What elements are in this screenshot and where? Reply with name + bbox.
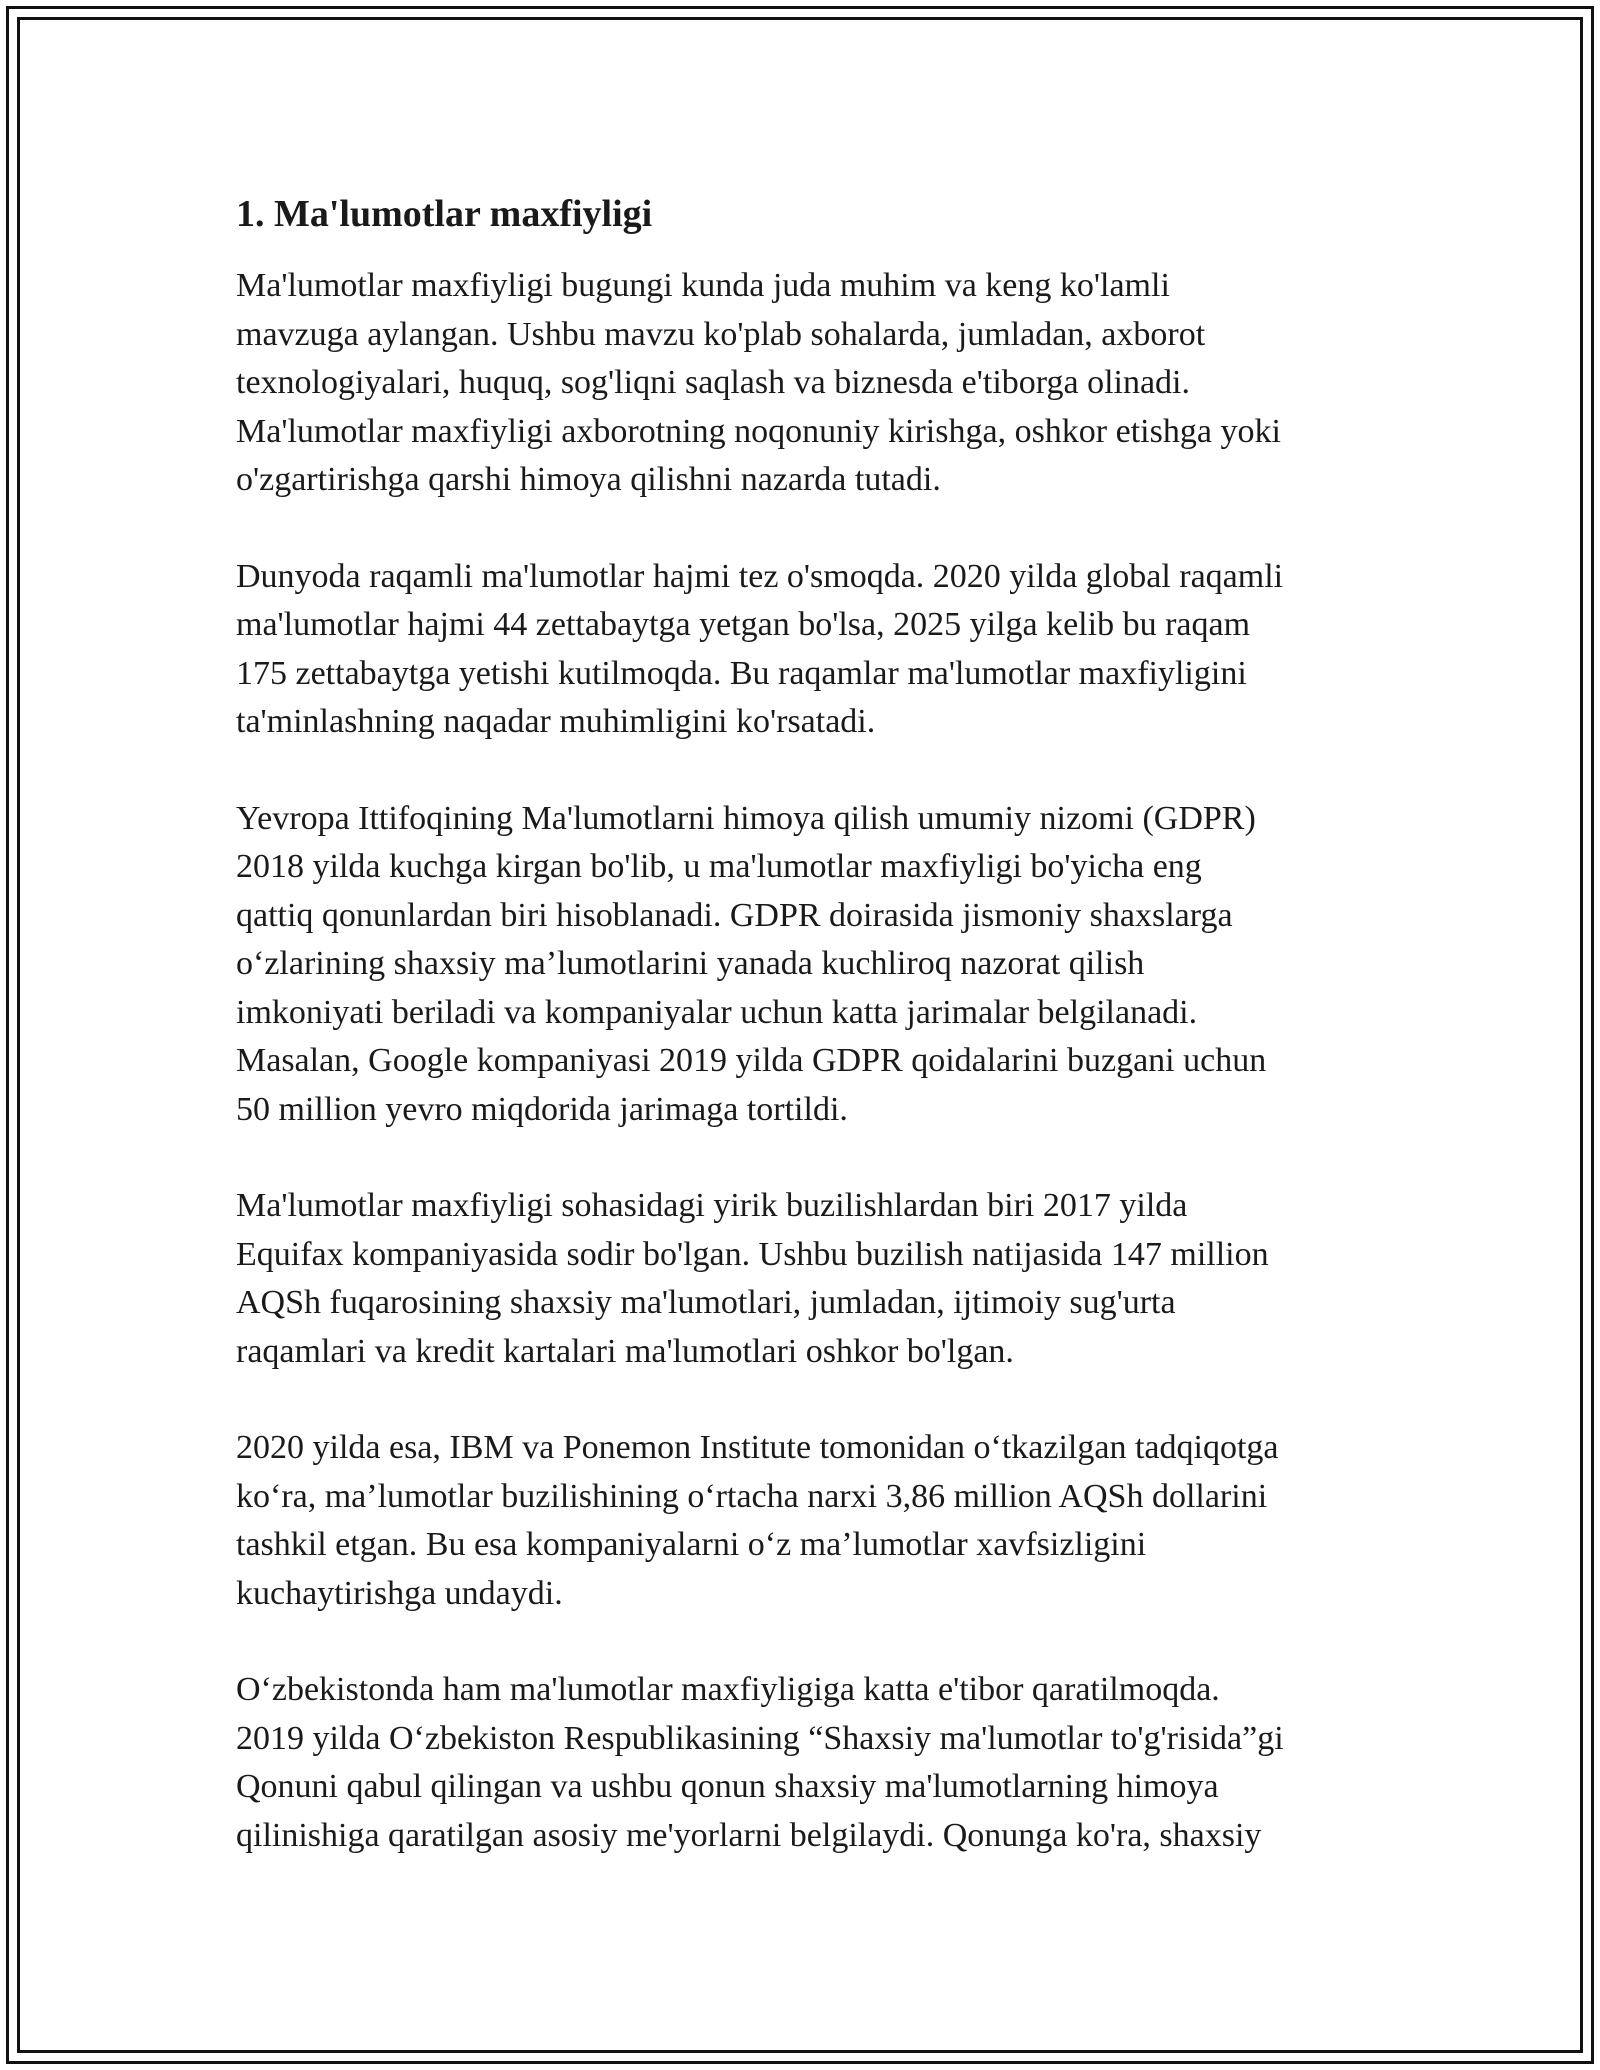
text-line: o'zgartirishga qarshi himoya qilishni nazarda tutadi. — [236, 461, 941, 498]
text-line: 175 zettabaytga yetishi kutilmoqda. Bu raqamlar ma'lumotlar maxfiyligini — [236, 654, 1247, 692]
paragraph-gdpr — [236, 795, 1366, 1135]
text-line: AQSh fuqarosining shaxsiy ma'lumotlari, jumladan, ijtimoiy sug'urta — [236, 1284, 1176, 1321]
text-line: Ma'lumotlar maxfiyligi axborotning noqonuniy kirishga, oshkor etishga yoki — [236, 412, 1281, 450]
text-line: 50 million yevro miqdorida jarimaga tortildi. — [236, 1090, 848, 1128]
text-line: 2019 yilda O‘zbekiston Respublikasining “Shaxsiy ma'lumotlar to'g'risida”gi — [236, 1719, 1284, 1757]
text-line: Equifax kompaniyasida sodir bo'lgan. Ushbu buzilish natijasida 147 million — [236, 1235, 1269, 1273]
text-line: imkoniyati beriladi va kompaniyalar uchun katta jarimalar belgilanadi. — [236, 993, 1198, 1031]
paragraph-uzbekistan-law — [236, 1666, 1366, 1860]
text-line: 2018 yilda kuchga kirgan bo'lib, u ma'lumotlar maxfiyligi bo'yicha eng — [236, 848, 1202, 885]
text-line: qattiq qonunlardan biri hisoblanadi. GDPR doirasida jismoniy shaxslarga — [236, 896, 1233, 934]
text-line: 2020 yilda esa, IBM va Ponemon Institute tomonidan o‘tkazilgan tadqiqotga — [236, 1429, 1279, 1466]
paragraph-ibm-ponemon — [236, 1424, 1366, 1618]
text-line: ma'lumotlar hajmi 44 zettabaytga yetgan bo'lsa, 2025 yilga kelib bu raqam — [236, 606, 1251, 643]
paragraph-data-volume — [236, 553, 1366, 747]
text-line: Ma'lumotlar maxfiyligi bugungi kunda juda muhim va keng ko'lamli — [236, 267, 1170, 304]
paragraph-equifax — [236, 1182, 1366, 1376]
text-line: O‘zbekistonda ham ma'lumotlar maxfiyligiga katta e'tibor qaratilmoqda. — [236, 1671, 1220, 1708]
text-line: ta'minlashning naqadar muhimligini ko'rsatadi. — [236, 703, 876, 740]
section-heading: 1. Ma'lumotlar maxfiyligi — [236, 193, 653, 235]
text-line: Masalan, Google kompaniyasi 2019 yilda GDPR qoidalarini buzgani uchun — [236, 1042, 1267, 1079]
text-line: o‘zlarining shaxsiy ma’lumotlarini yanada kuchliroq nazorat qilish — [236, 945, 1145, 982]
text-line: mavzuga aylangan. Ushbu mavzu ko'plab sohalarda, jumladan, axborot — [236, 315, 1206, 353]
text-line: Yevropa Ittifoqining Ma'lumotlarni himoya qilish umumiy nizomi (GDPR) — [236, 799, 1256, 837]
paragraph-privacy-definition — [236, 262, 1366, 505]
text-line: ko‘ra, ma’lumotlar buzilishining o‘rtacha narxi 3,86 million AQSh dollarini — [236, 1477, 1268, 1515]
text-line: Qonuni qabul qilingan va ushbu qonun shaxsiy ma'lumotlarning himoya — [236, 1768, 1219, 1805]
text-line: qilinishiga qaratilgan asosiy me'yorlarni belgilaydi. Qonunga ko'ra, shaxsiy — [236, 1816, 1262, 1854]
document-body — [236, 186, 1366, 1908]
text-line: texnologiyalari, huquq, sog'liqni saqlash va biznesda e'tiborga olinadi. — [236, 364, 1190, 401]
text-line: tashkil etgan. Bu esa kompaniyalarni o‘z ma’lumotlar xavfsizligini — [236, 1526, 1147, 1563]
text-line: Dunyoda raqamli ma'lumotlar hajmi tez o'smoqda. 2020 yilda global raqamli — [236, 557, 1284, 595]
text-line: raqamlari va kredit kartalari ma'lumotlari oshkor bo'lgan. — [236, 1332, 1014, 1370]
text-line: Ma'lumotlar maxfiyligi sohasidagi yirik buzilishlardan biri 2017 yilda — [236, 1187, 1188, 1224]
text-line: kuchaytirishga undaydi. — [236, 1574, 563, 1612]
